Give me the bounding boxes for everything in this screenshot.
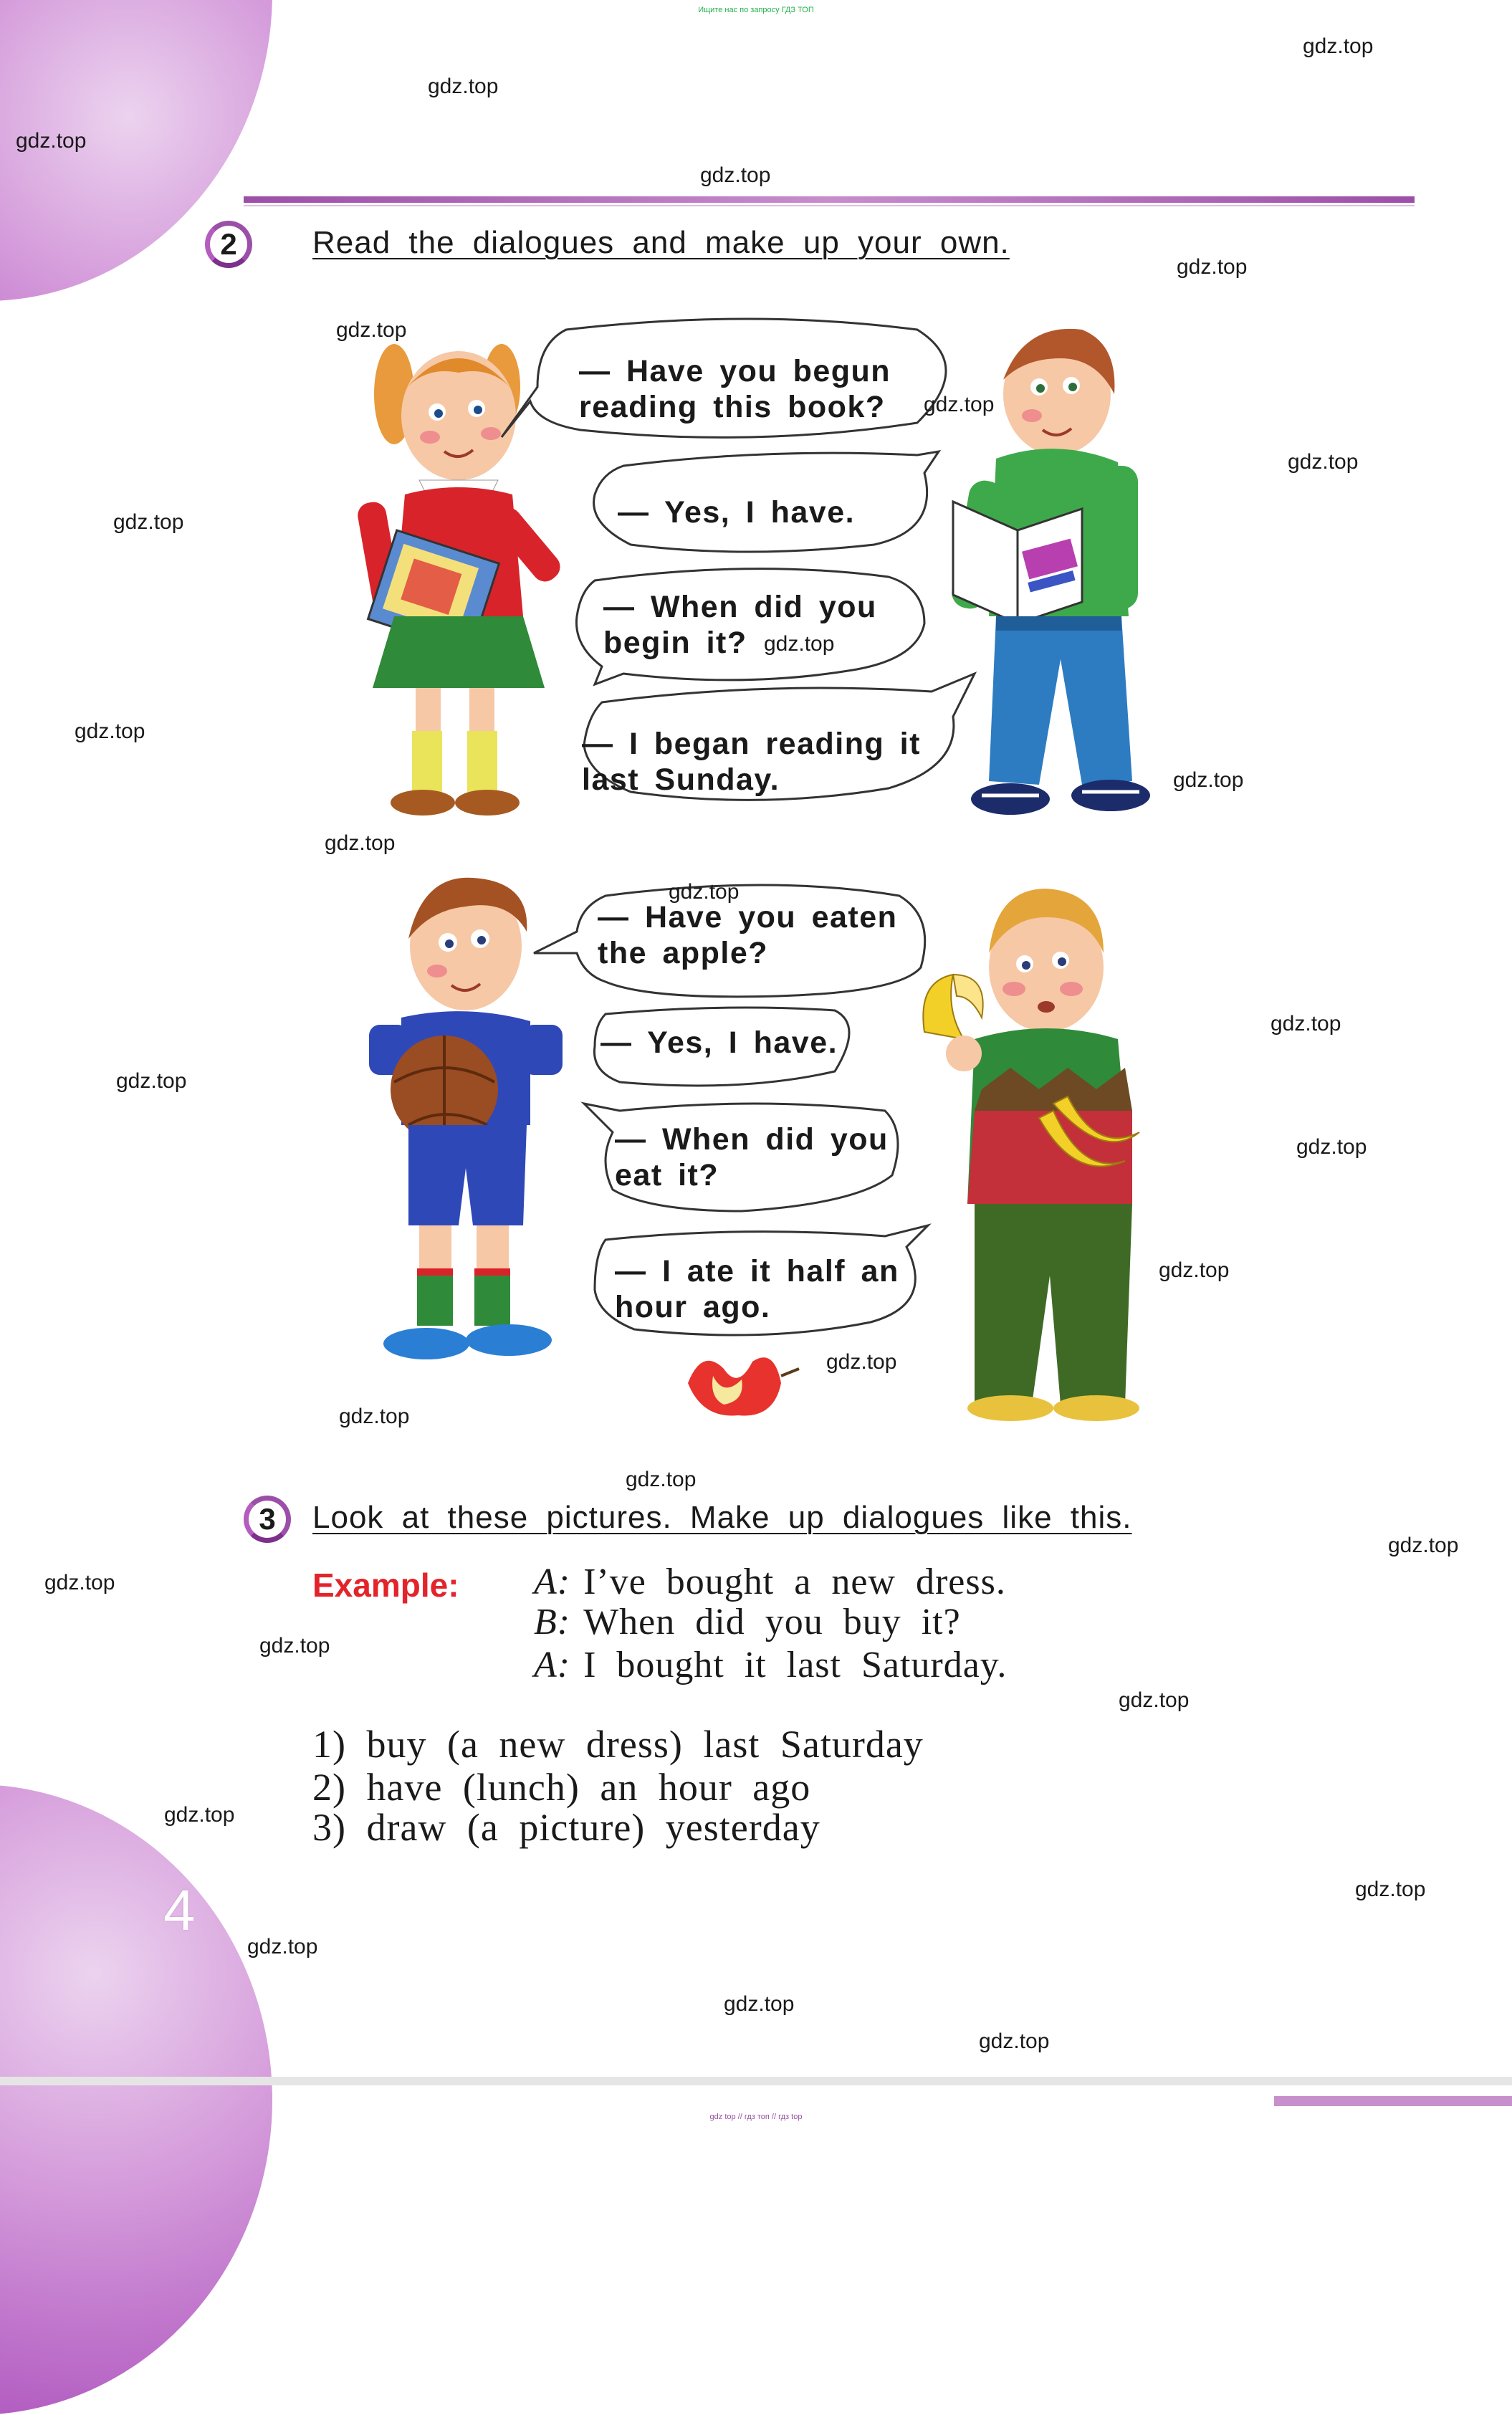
example-label: Example:: [312, 1567, 459, 1604]
example-line-1: A: I’ve bought a new dress.: [534, 1562, 1006, 1602]
watermark: gdz.top: [669, 880, 740, 904]
task-item-2: 2) have (lunch) an hour ago: [312, 1766, 811, 1809]
example-line-3: A: I bought it last Saturday.: [534, 1645, 1008, 1685]
watermark: gdz.top: [764, 632, 835, 656]
watermark: gdz.top: [16, 129, 87, 153]
watermark: gdz.top: [428, 75, 499, 98]
top-rule: [244, 196, 1415, 203]
watermark: gdz.top: [259, 1634, 330, 1658]
footer-note: gdz top // гдз топ // гдз top: [709, 2113, 803, 2121]
watermark: gdz.top: [116, 1069, 187, 1093]
dialogue-1-line-1: — Have you begun reading this book?: [579, 354, 891, 424]
exercise-3-instruction: Look at these pictures. Make up dialogues like this.: [312, 1500, 1132, 1535]
apple-core-illustration: [674, 1340, 803, 1426]
corner-decoration-bottom: [0, 1784, 272, 2415]
watermark: gdz.top: [336, 318, 407, 342]
exercise-2-number: 2: [205, 221, 252, 268]
watermark: gdz.top: [1119, 1688, 1190, 1712]
watermark: gdz.top: [113, 510, 184, 534]
watermark: gdz.top: [1271, 1012, 1341, 1036]
watermark: gdz.top: [924, 393, 995, 416]
footer-bar: [0, 2077, 1512, 2085]
watermark: gdz.top: [44, 1571, 115, 1594]
task-item-3: 3) draw (a picture) yesterday: [312, 1806, 820, 1849]
top-rule-shadow: [244, 205, 1415, 206]
watermark: gdz.top: [1355, 1878, 1426, 1901]
dialogue-2-line-1: — Have you eaten the apple?: [598, 900, 898, 970]
watermark: gdz.top: [724, 1992, 795, 2016]
watermark: gdz.top: [325, 831, 396, 855]
header-note: Ищите нас по запросу ГДЗ ТОП: [698, 6, 814, 14]
watermark: gdz.top: [339, 1405, 410, 1428]
watermark: gdz.top: [1177, 255, 1248, 279]
example-line-2: B: When did you buy it?: [534, 1602, 961, 1642]
exercise-2-instruction: Read the dialogues and make up your own.: [312, 225, 1010, 260]
watermark: gdz.top: [1303, 34, 1374, 58]
watermark: gdz.top: [1296, 1135, 1367, 1159]
page-number: 4: [163, 1878, 196, 1942]
watermark: gdz.top: [626, 1468, 697, 1491]
watermark: gdz.top: [700, 163, 771, 187]
watermark: gdz.top: [826, 1350, 897, 1374]
watermark: gdz.top: [247, 1935, 318, 1959]
watermark: gdz.top: [1388, 1534, 1459, 1557]
watermark: gdz.top: [979, 2029, 1050, 2053]
dialogue-2-line-4: — I ate it half an hour ago.: [615, 1254, 899, 1324]
footer-accent: [1274, 2096, 1512, 2106]
watermark: gdz.top: [1288, 450, 1359, 474]
dialogue-1-line-3: — When did you begin it?: [603, 590, 877, 660]
watermark: gdz.top: [1159, 1258, 1230, 1282]
exercise-3-number: 3: [244, 1496, 291, 1543]
watermark: gdz.top: [1173, 768, 1244, 792]
task-item-1: 1) buy (a new dress) last Saturday: [312, 1723, 924, 1766]
watermark: gdz.top: [75, 719, 145, 743]
dialogue-1-line-2: — Yes, I have.: [618, 495, 856, 530]
dialogue-2-line-3: — When did you eat it?: [615, 1122, 889, 1192]
dialogue-1-line-4: — I began reading it last Sunday.: [582, 727, 921, 797]
watermark: gdz.top: [164, 1803, 235, 1827]
dialogue-2-line-2: — Yes, I have.: [601, 1025, 838, 1060]
